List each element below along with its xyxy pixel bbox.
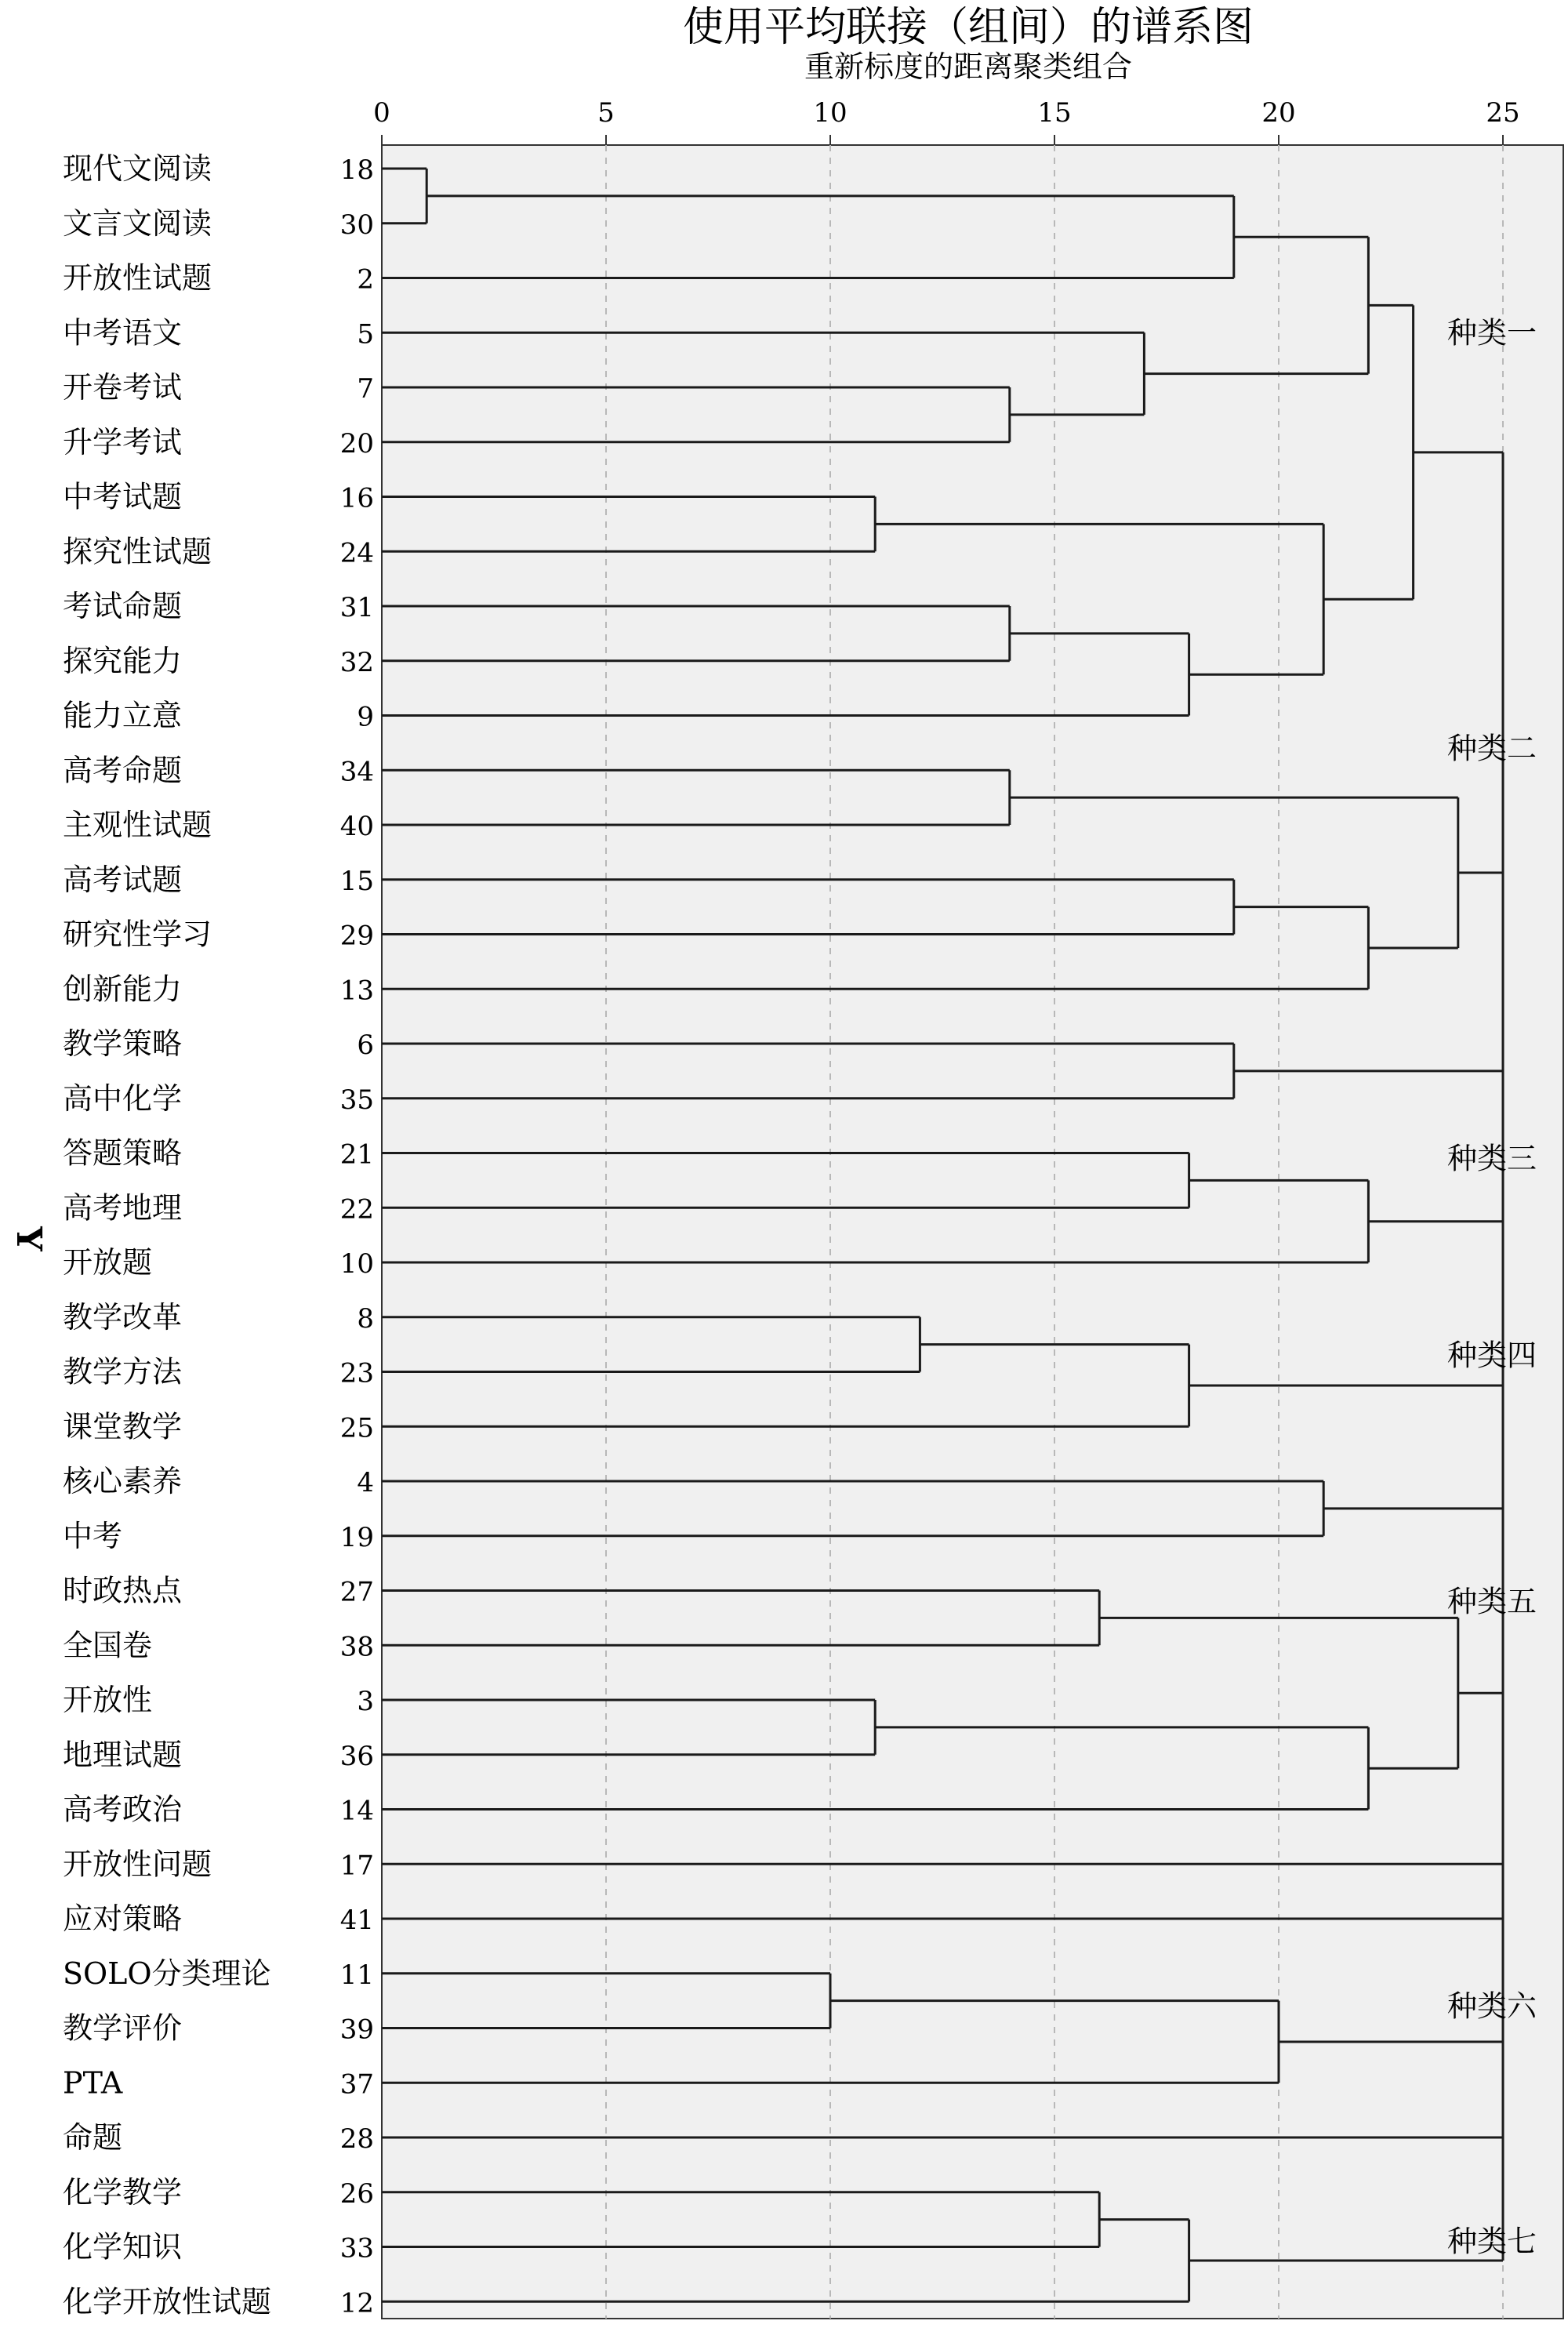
- leaf-label: 命题: [63, 2120, 123, 2155]
- leaf-label: 全国卷: [63, 1628, 153, 1663]
- leaf-label: SOLO分类理论: [63, 1956, 271, 1991]
- x-tick-label: 10: [813, 97, 848, 129]
- leaf-label: 应对策略: [63, 1901, 183, 1936]
- plot-area: [382, 145, 1563, 2319]
- leaf-id: 12: [339, 2287, 374, 2319]
- cluster-label: 种类二: [1446, 731, 1537, 766]
- leaf-label: 地理试题: [63, 1737, 183, 1772]
- cluster-label: 种类五: [1446, 1584, 1537, 1619]
- leaf-label: 开卷考试: [63, 370, 183, 405]
- x-tick-label: 20: [1261, 97, 1296, 129]
- leaf-label: 答题策略: [63, 1135, 183, 1171]
- leaf-id: 30: [339, 209, 374, 241]
- leaf-label: 课堂教学: [63, 1409, 183, 1444]
- chart-title: 使用平均联接（组间）的谱系图: [682, 4, 1254, 51]
- leaf-id: 41: [339, 1905, 374, 1936]
- leaf-label: 高考试题: [63, 862, 183, 897]
- leaf-label: 升学考试: [63, 424, 183, 459]
- cluster-label: 种类六: [1446, 1988, 1537, 2024]
- leaf-label: 高考政治: [63, 1792, 183, 1827]
- leaf-id: 4: [357, 1467, 374, 1498]
- leaf-id: 5: [357, 318, 374, 350]
- leaf-id: 2: [357, 263, 374, 296]
- leaf-id: 37: [339, 2068, 374, 2101]
- leaf-id: 27: [339, 1576, 374, 1608]
- leaf-id: 23: [339, 1357, 374, 1389]
- x-tick-label: 5: [597, 97, 615, 129]
- leaf-label: 高考地理: [63, 1190, 183, 1226]
- x-tick-label: 15: [1037, 97, 1072, 129]
- chart-subtitle: 重新标度的距离聚类组合: [804, 49, 1133, 84]
- leaf-label: 化学教学: [63, 2174, 183, 2210]
- leaf-id: 7: [357, 373, 374, 405]
- leaf-id: 40: [339, 811, 374, 842]
- leaf-id: 28: [339, 2123, 374, 2155]
- leaf-label: 研究性学习: [63, 917, 212, 952]
- x-tick-label: 25: [1486, 97, 1520, 129]
- leaf-label: 核心素养: [63, 1464, 183, 1498]
- leaf-label: 化学知识: [63, 2229, 183, 2264]
- leaf-id: 15: [339, 865, 374, 897]
- leaf-label: 开放性问题: [63, 1847, 212, 1882]
- leaf-label: 中考: [63, 1518, 123, 1553]
- leaf-id: 34: [339, 756, 374, 788]
- leaf-id: 31: [339, 592, 374, 623]
- cluster-label: 种类七: [1446, 2224, 1537, 2259]
- leaf-label: 化学开放性试题: [63, 2284, 272, 2319]
- leaf-id: 3: [357, 1686, 374, 1717]
- cluster-label: 种类三: [1446, 1141, 1537, 1176]
- leaf-label: 高中化学: [63, 1080, 183, 1116]
- leaf-id: 20: [339, 427, 374, 459]
- leaf-label: 开放题: [63, 1245, 153, 1280]
- leaf-id: 24: [339, 537, 374, 569]
- leaf-label: 中考试题: [63, 479, 183, 514]
- leaf-id: 8: [357, 1302, 374, 1335]
- leaf-label: 时政热点: [63, 1573, 183, 1608]
- leaf-id: 33: [339, 2232, 374, 2264]
- leaf-label: 教学方法: [63, 1354, 183, 1389]
- leaf-label: 探究性试题: [63, 534, 212, 569]
- leaf-id: 10: [339, 1248, 374, 1280]
- leaf-id: 22: [339, 1193, 374, 1226]
- leaf-id: 17: [339, 1850, 374, 1882]
- leaf-id: 36: [339, 1740, 374, 1772]
- leaf-id: 32: [339, 646, 374, 678]
- leaf-id: 25: [339, 1412, 374, 1444]
- leaf-id: 35: [339, 1084, 374, 1116]
- leaf-label: 考试命题: [63, 589, 183, 623]
- leaf-id: 16: [339, 482, 374, 514]
- leaf-id: 6: [357, 1030, 374, 1061]
- leaf-id: 19: [339, 1521, 374, 1553]
- y-axis-label: Y: [9, 1226, 49, 1251]
- leaf-label: 教学改革: [63, 1299, 183, 1335]
- leaf-id: 38: [339, 1631, 374, 1663]
- leaf-label: 教学评价: [63, 2010, 183, 2046]
- leaf-id: 18: [339, 154, 374, 186]
- leaf-label: 探究能力: [63, 643, 183, 678]
- leaf-id: 21: [339, 1139, 374, 1171]
- leaf-label: 主观性试题: [63, 808, 212, 842]
- leaf-id: 13: [339, 975, 374, 1007]
- leaf-id: 29: [339, 920, 374, 952]
- cluster-label: 种类四: [1446, 1338, 1537, 1373]
- leaf-id: 9: [357, 701, 374, 733]
- leaf-id: 14: [339, 1795, 374, 1827]
- leaf-label: 能力立意: [63, 698, 183, 733]
- leaf-id: 11: [339, 1959, 374, 1991]
- leaf-label: 开放性: [63, 1683, 153, 1717]
- leaf-label: PTA: [63, 2065, 123, 2101]
- leaf-label: 创新能力: [63, 972, 183, 1007]
- leaf-label: 现代文阅读: [63, 151, 212, 186]
- leaf-label: 教学策略: [63, 1026, 183, 1061]
- leaf-label: 文言文阅读: [63, 205, 212, 241]
- leaf-label: 中考语文: [63, 315, 183, 350]
- leaf-label: 高考命题: [63, 753, 183, 788]
- x-tick-label: 0: [373, 97, 390, 129]
- leaf-id: 39: [339, 2014, 374, 2046]
- leaf-id: 26: [339, 2177, 374, 2210]
- cluster-label: 种类一: [1446, 315, 1537, 350]
- leaf-label: 开放性试题: [63, 260, 212, 296]
